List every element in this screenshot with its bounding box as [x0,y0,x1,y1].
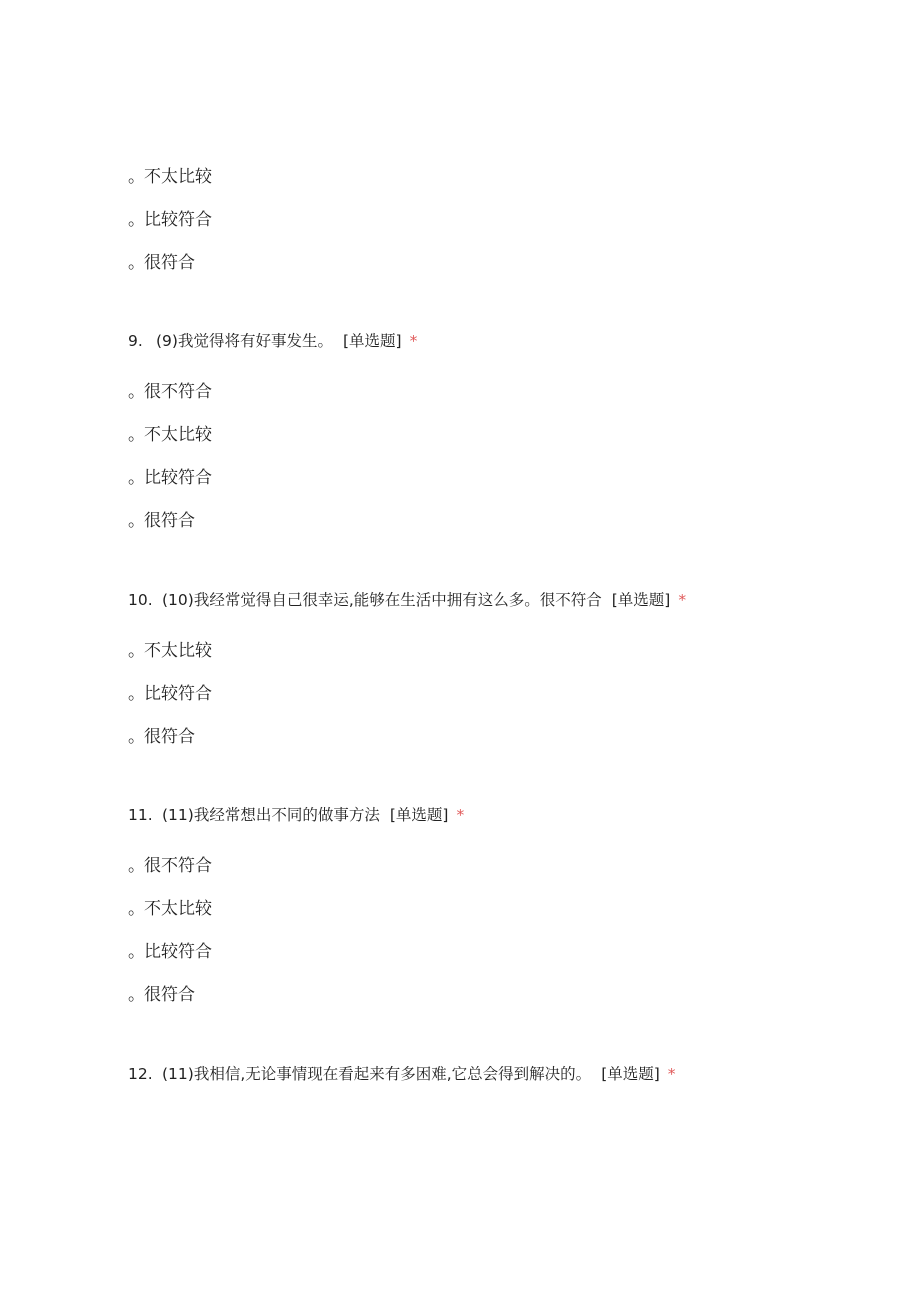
option-bullet: 。 [128,210,145,230]
option-bullet: 。 [128,684,145,704]
question-title [128,1063,676,1085]
option-label: 很符合 [144,511,195,531]
option-bullet: 。 [128,985,145,1005]
option-label: 不太比较 [144,425,212,445]
option-item[interactable] [128,510,195,532]
option-bullet: 。 [128,382,145,402]
option-label: 不太比较 [144,167,212,187]
question-title [128,589,686,611]
question-text: (9)我觉得将有好事发生。 [156,332,333,350]
question-text: (10)我经常觉得自己很幸运,能够在生活中拥有这么多。很不符合 [162,591,602,609]
option-item[interactable] [128,166,212,188]
question-number: 11. [128,806,153,824]
option-bullet: 。 [128,899,145,919]
question-title [128,804,464,826]
option-bullet: 。 [128,856,145,876]
option-item[interactable] [128,941,212,963]
option-label: 很符合 [144,253,195,273]
option-label: 比较符合 [144,684,212,704]
question-type: [单选题] [342,332,402,350]
option-item[interactable] [128,683,212,705]
option-bullet: 。 [128,425,145,445]
option-bullet: 。 [128,942,145,962]
option-bullet: 。 [128,167,145,187]
option-bullet: 。 [128,253,145,273]
option-label: 比较符合 [144,942,212,962]
option-item[interactable] [128,467,212,489]
option-item[interactable] [128,424,212,446]
option-item[interactable] [128,726,195,748]
option-bullet: 。 [128,511,145,531]
option-label: 很符合 [144,985,195,1005]
required-marker: * [678,591,687,609]
option-item[interactable] [128,209,212,231]
option-item[interactable] [128,252,195,274]
required-marker: * [409,332,418,350]
option-item[interactable] [128,381,212,403]
option-label: 很符合 [144,727,195,747]
option-label: 很不符合 [144,856,212,876]
question-type: [单选题] [389,806,449,824]
option-label: 比较符合 [144,210,212,230]
option-item[interactable] [128,855,212,877]
option-bullet: 。 [128,468,145,488]
option-item[interactable] [128,640,212,662]
option-label: 不太比较 [144,899,212,919]
option-label: 很不符合 [144,382,212,402]
question-text: (11)我经常想出不同的做事方法 [162,806,380,824]
option-bullet: 。 [128,727,145,747]
option-item[interactable] [128,898,212,920]
question-text: (11)我相信,无论事情现在看起来有多困难,它总会得到解决的。 [162,1065,592,1083]
option-bullet: 。 [128,641,145,661]
question-number: 10. [128,591,153,609]
question-type: [单选题] [611,591,671,609]
option-label: 不太比较 [144,641,212,661]
required-marker: * [456,806,465,824]
question-number: 9. [128,332,143,350]
question-type: [单选题] [601,1065,660,1083]
question-number: 12. [128,1065,153,1083]
required-marker: * [667,1065,676,1083]
option-item[interactable] [128,984,195,1006]
question-title [128,330,417,352]
option-label: 比较符合 [144,468,212,488]
